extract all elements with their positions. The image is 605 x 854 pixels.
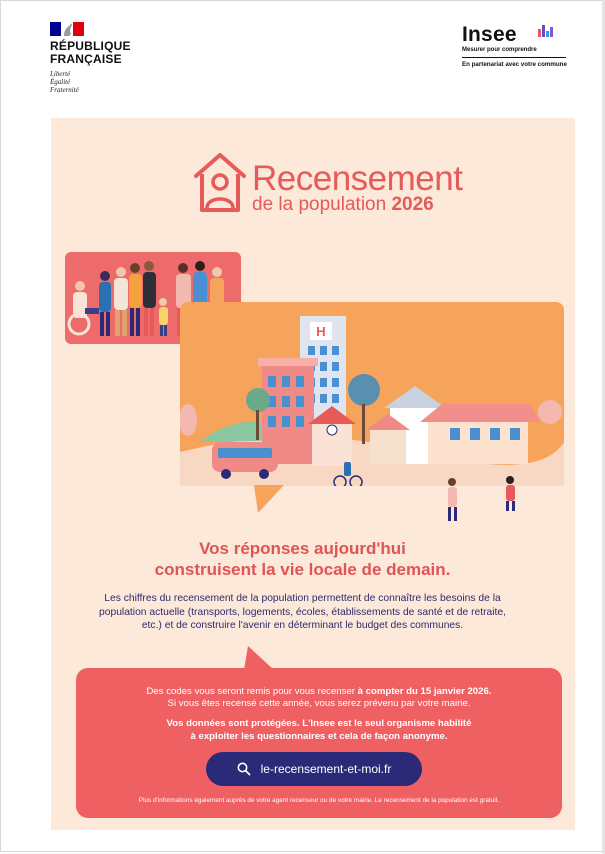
data-protection-line2: à exploiter les questionnaires et cela de façon anonyme. bbox=[190, 731, 448, 742]
subtitle-prefix: de la population bbox=[252, 194, 387, 215]
title-recensement: Recensement bbox=[252, 159, 463, 198]
notification-info: Si vous êtes recensé cette année, vous serez prévenu par votre mairie. bbox=[167, 698, 471, 709]
speech-tail-icon bbox=[254, 485, 284, 513]
hospital-sign: H bbox=[316, 324, 326, 339]
insee-tagline: Mesurer pour comprendre bbox=[462, 47, 537, 53]
poster-body-text: Les chiffres du recensement de la population permettent de connaître les besoins de la population actuelle (transports, logements, écoles, établissements de santé et de retraite, etc.) et de construire l'avenir en déterminant le budget des communes. bbox=[99, 593, 506, 631]
insee-bars-icon bbox=[538, 25, 553, 37]
title-year: 2026 bbox=[391, 194, 434, 215]
info-panel bbox=[76, 668, 562, 818]
poster-headline: Vos réponses aujourd'hui construisent la vie locale de demain. bbox=[154, 539, 451, 579]
data-protection-line1: Vos données sont protégées. L'Insee est le seul organisme habilité bbox=[166, 718, 472, 729]
info-footnote: Plus d'informations également auprès de votre agent recenseur ou de votre mairie. Le recensement de la population est gratuit. bbox=[138, 797, 500, 804]
insee-divider bbox=[462, 57, 566, 58]
republique-francaise-logo bbox=[50, 22, 170, 94]
website-url: le-recensement-et-moi.fr bbox=[260, 762, 392, 776]
info-speech-tail-icon bbox=[244, 646, 274, 670]
town-illustration bbox=[180, 302, 564, 486]
insee-partner-text: En partenariat avec votre commune bbox=[462, 61, 567, 68]
website-link-button[interactable] bbox=[206, 752, 422, 786]
insee-wordmark: Insee bbox=[462, 23, 517, 46]
republique-name: RÉPUBLIQUE FRANÇAISE bbox=[50, 39, 131, 66]
insee-logo bbox=[462, 24, 572, 68]
codes-info: Des codes vous seront remis pour vous recenser à compter du 15 janvier 2026. bbox=[146, 686, 492, 697]
poster-title bbox=[192, 150, 482, 220]
search-icon bbox=[237, 762, 251, 776]
census-house-icon bbox=[192, 150, 248, 216]
pedestrians-illustration bbox=[440, 476, 530, 526]
title-subtitle bbox=[252, 194, 434, 216]
republic-motto: Liberté Égalité Fraternité bbox=[50, 70, 79, 94]
marianne-flag-icon bbox=[50, 22, 84, 36]
